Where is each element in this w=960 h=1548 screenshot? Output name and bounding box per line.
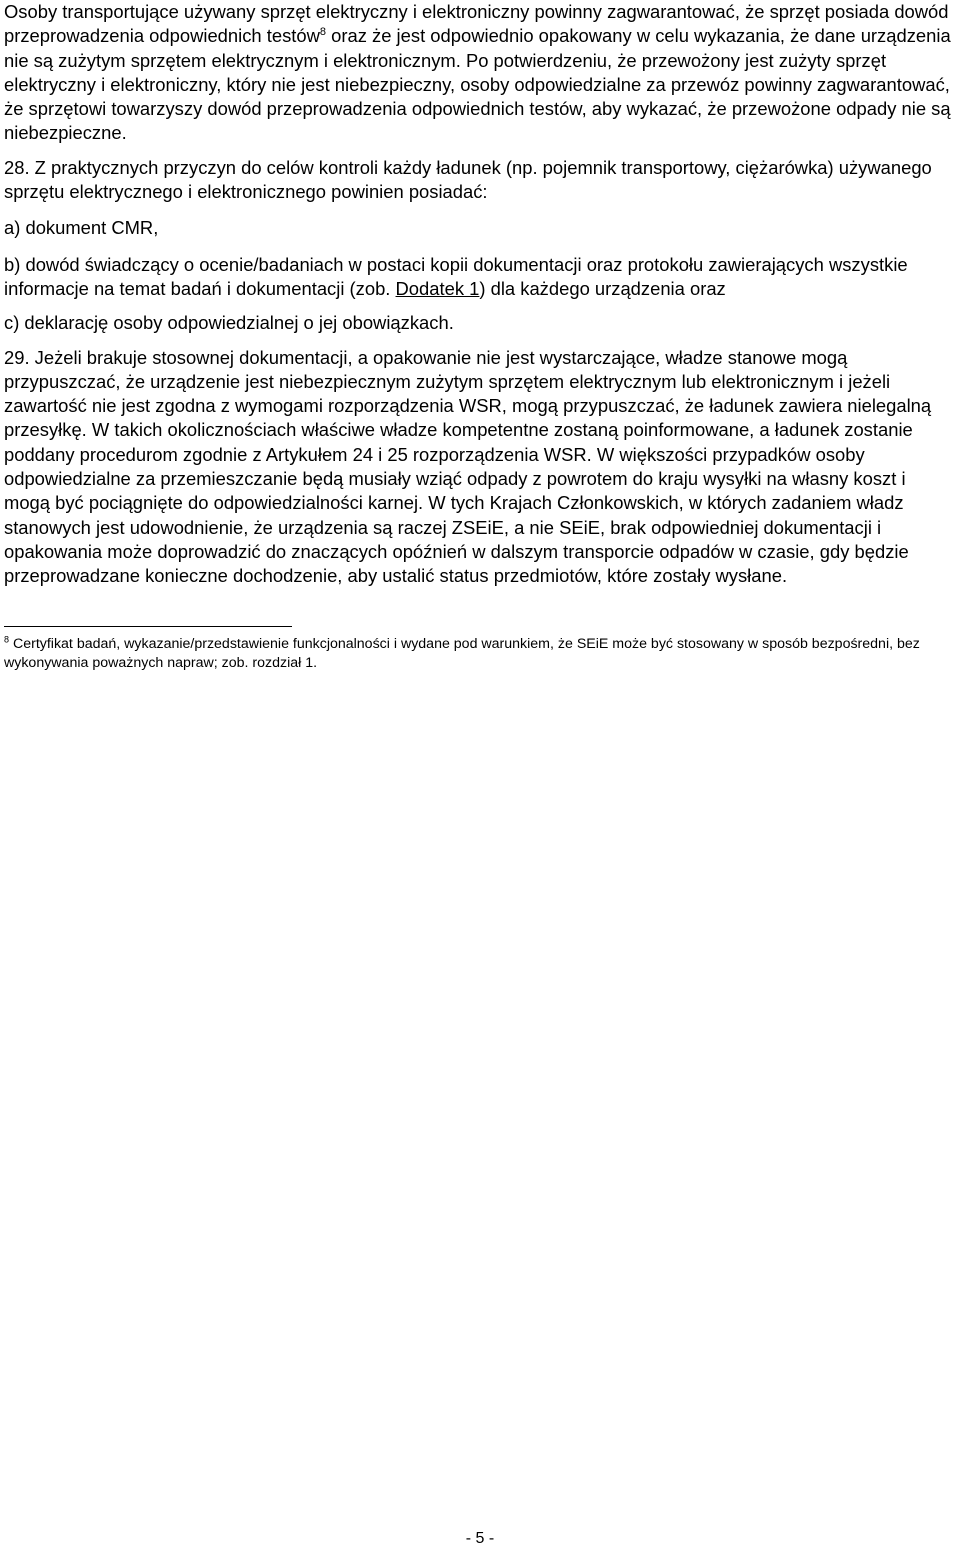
intro-text-part1: Osoby transportujące używany sprzęt elektryczny i elektroniczny powinny zagwarantować, że sprzęt posiada dowód przeprowadzenia odpowiednich testów [4,1,949,47]
item-b-text-before: b) dowód świadczący o ocenie/badaniach w postaci kopii dokumentacji oraz protokołu zawierających wszystkie informacje na temat badań i dokumentacji (zob. [4,253,908,299]
footnote-text: Certyfikat badań, wykazanie/przedstawienie funkcjonalności i wydane pod warunkiem, że SEiE może być stosowany w sposób bezpośredni, bez wykonywania poważnych napraw; zob. rozdział 1. [4,635,920,672]
section-28-item-b [4,253,954,302]
section-28-item-a: a) dokument CMR, [4,217,159,239]
section-29-paragraph: 29. Jeżeli brakuje stosownej dokumentacji, a opakowanie nie jest wystarczające, władze stanowe mogą przypuszczać, że urządzenie jest niebezpiecznym zużytym sprzętem elektrycznym lub elektronicznym i jeżeli zawartość nie jest zgodna z wymogami rozporządzenia WSR, mogą przypuszczać, że ładunek zawiera nielegalną przesyłkę. W takich okolicznościach właściwe władze kompetentne zostaną poinformowane, a ładunek zostanie poddany procedurom zgodnie z Artykułem 24 i 25 rozporządzenia WSR. W większości przypadków osoby odpowiedzialne za przemieszczanie będą musiały wziąć odpady z powrotem do kraju wysyłki na własny koszt i mogą być pociągnięte do odpowiedzialności karnej. W tych Krajach Członkowskich, w których zadaniem władz stanowych jest udowodnienie, że urządzenia są raczej ZSEiE, a nie SEiE, brak odpowiedniej dokumentacji i opakowania może doprowadzić do znaczących opóźnień w dalszym transporcie odpadów w czasie, gdy będzie przeprowadzane konieczne dochodzenie, aby ustalić status przedmiotów, które zostały wysłane. [4,346,932,587]
appendix-1-link[interactable]: Dodatek 1 [395,277,480,299]
intro-paragraph [4,0,954,146]
section-28-item-c: c) deklarację osoby odpowiedzialnej o jej obowiązkach. [4,312,454,334]
footnote-number: 8 [4,633,10,644]
intro-text-part2: oraz że jest odpowiednio opakowany w celu wykazania, że dane urządzenia nie są zużytym sprzętem elektrycznym i elektronicznym. Po potwierdzeniu, że przewożony jest zużyty sprzęt elektryczny i elektroniczny, który nie jest niebezpieczny, osoby odpowiedzialne za przewóz powinny zagwarantować, że sprzętowi towarzyszy dowód przeprowadzenia odpowiednich testów, aby wykazać, że przewożone odpady nie są niebezpieczne. [4,25,951,144]
item-b-text-after: ) dla każdego urządzenia oraz [479,277,726,299]
page-number: - 5 - [465,1530,495,1547]
footnote-reference[interactable]: 8 [319,26,327,39]
footnote [4,635,954,674]
document-page [4,0,954,688]
section-28-paragraph: 28. Z praktycznych przyczyn do celów kontroli każdy ładunek (np. pojemnik transportowy, ciężarówka) używanego sprzętu elektrycznego i elektronicznego powinien posiadać: [4,156,932,203]
